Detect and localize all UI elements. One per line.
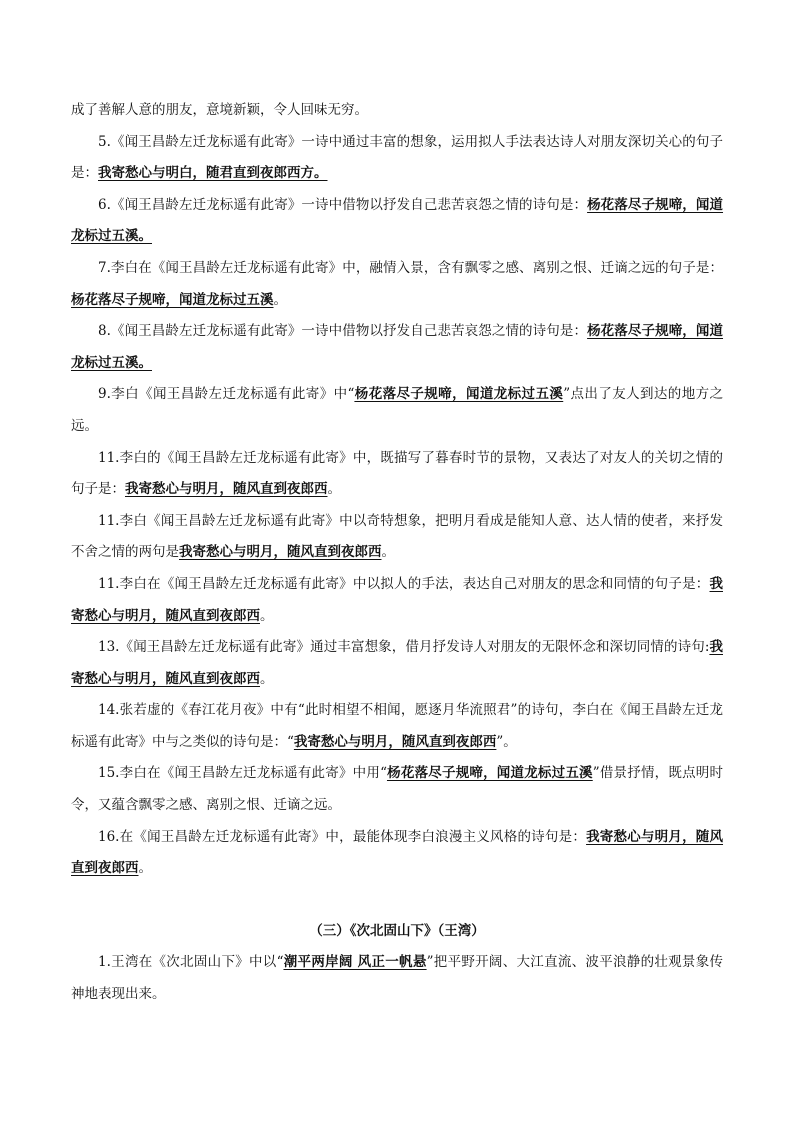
answer-text: 我寄愁心与明月，随风直到夜郎西 — [71, 639, 723, 687]
question-text: 。 — [138, 860, 152, 877]
question-text: 。 — [327, 481, 341, 498]
question-paragraph — [71, 632, 723, 695]
answer-text: 潮平两岸阔 风正一帆悬 — [283, 954, 427, 971]
answer-text: 我寄愁心与明月，随风直到夜郎西 — [179, 544, 382, 561]
answer-text: 我寄愁心与明月，随风直到夜郎西 — [71, 828, 724, 877]
answer-text: 我寄愁心与明白，随君直到夜郎西方。 — [98, 165, 328, 182]
question-text: 11.李白的《闻王昌龄左迁龙标遥有此寄》中，既描写了暮春时节的景物，又表达了对友人的关切之情的句子是： — [71, 449, 723, 498]
question-text: 成了善解人意的朋友，意境新颖，令人回味无穷。 — [71, 102, 368, 118]
question-text: ”借景抒情，既点明时令，又蕴含飘零之感、离别之恨、迁谪之远。 — [71, 765, 723, 814]
question-text: ”点出了友人到达的地方之远。 — [71, 386, 723, 434]
question-paragraph — [71, 758, 723, 821]
question-paragraph — [71, 253, 723, 316]
document-body — [71, 95, 723, 1011]
question-text: 11.李白《闻王昌龄左迁龙标遥有此寄》中以奇特想象，把明月看成是能知人意、达人情的使者，来抒发不舍之情的两句是 — [71, 512, 723, 561]
question-text: ”把平野开阔、大江直流、波平浪静的壮观景象传神地表现出来。 — [71, 954, 723, 1003]
question-text: 11.李白在《闻王昌龄左迁龙标遥有此寄》中以拟人的手法，表达自己对朋友的思念和同情的句子是： — [98, 575, 710, 592]
question-paragraph — [71, 822, 723, 885]
question-text: 7.李白在《闻王昌龄左迁龙标遥有此寄》中，融情入景，含有飘零之感、离别之恨、迁谪之远的句子是： — [98, 259, 723, 276]
question-paragraph — [71, 506, 723, 569]
question-paragraph — [71, 947, 723, 1010]
answer-text: 杨花落尽子规啼，闻道龙标过五溪 — [71, 291, 274, 308]
answer-text: 我寄愁心与明月，随风直到夜郎西 — [293, 733, 497, 750]
answer-text: 杨花落尽子规啼，闻道龙标过五溪 — [354, 386, 564, 403]
question-list — [71, 95, 723, 885]
question-text: 8.《闻王昌龄左迁龙标遥有此寄》一诗中借物以抒发自己悲苦哀怨之情的诗句是： — [98, 323, 588, 340]
question-paragraph — [71, 569, 723, 632]
section-question-list — [71, 947, 723, 1010]
question-text: 1.王湾在《次北固山下》中以“ — [98, 954, 284, 971]
answer-text: 我寄愁心与明月，随风直到夜郎西 — [125, 481, 328, 498]
question-text: 15.李白在《闻王昌龄左迁龙标遥有此寄》中用“ — [98, 765, 387, 782]
question-paragraph — [71, 379, 723, 442]
section-heading: （三）《次北固山下》（王湾） — [309, 922, 485, 939]
question-paragraph — [71, 443, 723, 506]
question-text: 9.李白《闻王昌龄左迁龙标遥有此寄》中“ — [98, 386, 355, 403]
question-paragraph — [71, 316, 723, 379]
question-text: 。 — [260, 670, 274, 687]
question-paragraph — [71, 190, 723, 253]
question-text: 6.《闻王昌龄左迁龙标遥有此寄》一诗中借物以抒发自己悲苦哀怨之情的诗句是： — [98, 196, 588, 213]
question-text: 5.《闻王昌龄左迁龙标遥有此寄》一诗中通过丰富的想象，运用拟人手法表达诗人对朋友深切关心的句子是： — [71, 133, 723, 182]
answer-text: 杨花落尽子规啼，闻道龙标过五溪。 — [71, 196, 724, 245]
question-text: 。 — [381, 544, 395, 561]
answer-text: 杨花落尽子规啼，闻道龙标过五溪 — [386, 765, 593, 782]
question-paragraph — [71, 127, 723, 190]
question-text: ”。 — [496, 733, 517, 750]
answer-text: 杨花落尽子规啼，闻道龙标过五溪。 — [71, 323, 724, 371]
question-text: 13.《闻王昌龄左迁龙标遥有此寄》通过丰富想象，借月抒发诗人对朋友的无限怀念和深切同情的诗句: — [98, 639, 710, 656]
question-paragraph — [71, 695, 723, 758]
answer-text: 我寄愁心与明月，随风直到夜郎西 — [71, 575, 723, 624]
question-text: 。 — [273, 291, 287, 308]
question-text: 14.张若虚的《春江花月夜》中有“此时相望不相闻，愿逐月华流照君”的诗句，李白在《闻王昌龄左迁龙标遥有此寄》中与之类似的诗句是：“ — [71, 702, 723, 750]
question-paragraph — [71, 95, 723, 127]
question-text: 16.在《闻王昌龄左迁龙标遥有此寄》中，最能体现李白浪漫主义风格的诗句是： — [98, 828, 587, 845]
question-text: 。 — [260, 607, 274, 624]
